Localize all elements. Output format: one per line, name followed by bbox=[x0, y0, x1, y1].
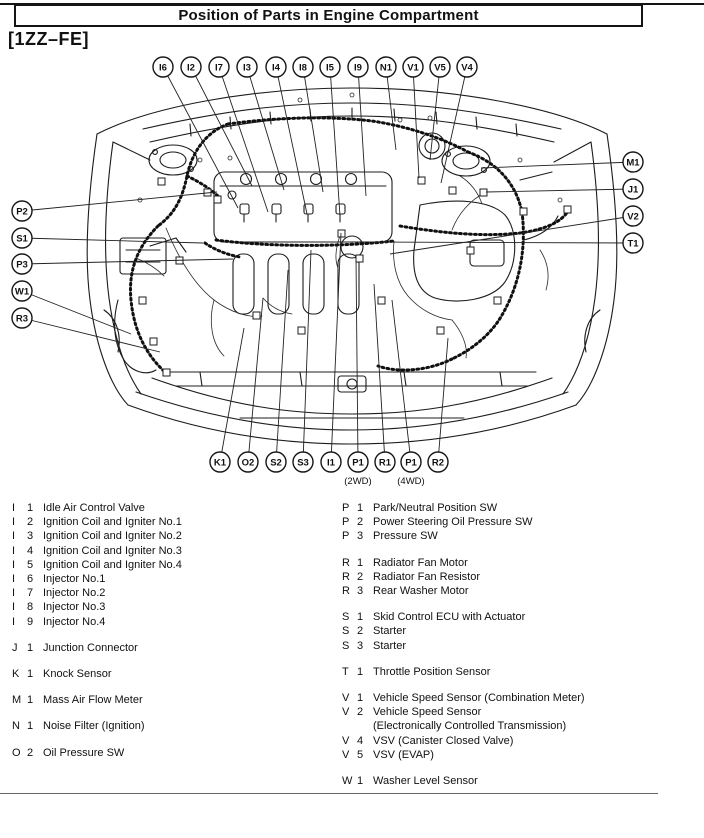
svg-text:R3: R3 bbox=[15, 313, 29, 325]
svg-text:P2: P2 bbox=[16, 206, 28, 218]
legend-entry-r3: R 3 Rear Washer Motor bbox=[342, 585, 469, 598]
svg-text:I8: I8 bbox=[299, 62, 307, 74]
svg-text:I3: I3 bbox=[243, 62, 251, 74]
callout-i5 bbox=[320, 57, 340, 216]
svg-text:N1: N1 bbox=[379, 62, 393, 74]
legend-entry-v5: V 5 VSV (EVAP) bbox=[342, 748, 434, 761]
legend-entry-i1: I 1 Idle Air Control Valve bbox=[12, 502, 145, 514]
legend-entry-p1: P 1 Park/Neutral Position SW bbox=[342, 502, 498, 514]
svg-text:R2: R2 bbox=[431, 457, 445, 469]
callout-s2 bbox=[266, 270, 288, 472]
harness-connectors bbox=[139, 177, 571, 376]
callout-m1 bbox=[481, 152, 643, 172]
callout-o2 bbox=[238, 298, 263, 472]
callout-w1 bbox=[12, 281, 131, 334]
svg-text:I2: I2 bbox=[187, 62, 195, 74]
callout-i4 bbox=[266, 57, 307, 214]
svg-text:I1: I1 bbox=[327, 457, 335, 469]
cowl-panel bbox=[143, 103, 561, 142]
legend-entry-p3: P 3 Pressure SW bbox=[342, 530, 438, 543]
callout-p2 bbox=[12, 192, 217, 221]
svg-text:S3: S3 bbox=[297, 457, 309, 469]
radiator-support bbox=[168, 372, 536, 418]
svg-text:V5: V5 bbox=[434, 62, 446, 74]
legend-entry-i2: I 2 Ignition Coil and Igniter No.1 bbox=[12, 516, 182, 529]
legend-entry-i5: I 5 Ignition Coil and Igniter No.4 bbox=[12, 558, 182, 571]
svg-text:(2WD): (2WD) bbox=[344, 476, 372, 487]
svg-text:I5: I5 bbox=[326, 62, 334, 74]
legend-entry-s1: S 1 Skid Control ECU with Actuator bbox=[342, 611, 526, 624]
callout-i7 bbox=[209, 57, 268, 212]
left-side-components bbox=[115, 238, 186, 373]
svg-text:I7: I7 bbox=[215, 62, 223, 74]
legend-entry-w1: W 1 Washer Level Sensor bbox=[342, 775, 478, 788]
page-bottom-rule bbox=[0, 793, 658, 794]
right-side-components bbox=[414, 133, 558, 301]
legend-entry-v2: V 2 Vehicle Speed Sensor (Electronically Controlled Transmission) bbox=[342, 706, 567, 733]
legend-entry-p2: P 2 Power Steering Oil Pressure SW bbox=[342, 516, 533, 529]
svg-text:O2: O2 bbox=[241, 457, 255, 469]
legend-entry-v4: V 4 VSV (Canister Closed Valve) bbox=[342, 734, 514, 747]
legend-entry-i8: I 8 Injector No.3 bbox=[12, 601, 106, 614]
callout-i9 bbox=[348, 57, 368, 196]
wiring-detail bbox=[136, 93, 562, 358]
callout-p3 bbox=[12, 254, 233, 274]
svg-text:P3: P3 bbox=[16, 259, 28, 271]
page-title: Position of Parts in Engine Compartment bbox=[178, 7, 479, 24]
legend-entry-n1: N 1 Noise Filter (Ignition) bbox=[12, 720, 145, 733]
svg-text:S2: S2 bbox=[270, 457, 282, 469]
legend-entry-m1: M 1 Mass Air Flow Meter bbox=[12, 694, 143, 707]
svg-text:V2: V2 bbox=[627, 211, 639, 223]
svg-text:W1: W1 bbox=[14, 286, 30, 298]
engine-code-label: [1ZZ–FE] bbox=[8, 29, 90, 49]
svg-text:K1: K1 bbox=[213, 457, 227, 469]
svg-text:I4: I4 bbox=[272, 62, 280, 74]
car-body-outline bbox=[87, 88, 617, 444]
legend-entry-i3: I 3 Ignition Coil and Igniter No.2 bbox=[12, 530, 182, 543]
svg-text:T1: T1 bbox=[627, 238, 639, 250]
legend-entry-v1: V 1 Vehicle Speed Sensor (Combination Meter) bbox=[342, 692, 585, 705]
svg-text:V1: V1 bbox=[407, 62, 419, 74]
svg-text:R1: R1 bbox=[378, 457, 392, 469]
svg-text:P1: P1 bbox=[352, 457, 364, 469]
svg-text:I9: I9 bbox=[354, 62, 362, 74]
svg-text:(4WD): (4WD) bbox=[397, 476, 425, 487]
callout-p1-4wd bbox=[392, 300, 425, 487]
legend-entry-s3: S 3 Starter bbox=[342, 639, 407, 652]
legend-entry-j1: J 1 Junction Connector bbox=[12, 641, 138, 654]
legend-column-left bbox=[12, 501, 332, 760]
svg-text:V4: V4 bbox=[461, 62, 473, 74]
callout-r2 bbox=[428, 338, 448, 472]
svg-text:I6: I6 bbox=[159, 62, 167, 74]
svg-text:M1: M1 bbox=[626, 157, 640, 169]
legend-entry-i6: I 6 Injector No.1 bbox=[12, 573, 106, 586]
legend-entry-o2: O 2 Oil Pressure SW bbox=[12, 746, 125, 759]
svg-text:J1: J1 bbox=[627, 184, 639, 196]
legend-entry-i9: I 9 Injector No.4 bbox=[12, 615, 106, 628]
callout-v4 bbox=[441, 57, 477, 183]
legend-column-right bbox=[342, 501, 697, 788]
legend-entry-t1: T 1 Throttle Position Sensor bbox=[342, 665, 491, 678]
svg-text:P1: P1 bbox=[405, 457, 417, 469]
legend-entry-i4: I 4 Ignition Coil and Igniter No.3 bbox=[12, 544, 182, 557]
legend-entry-r2: R 2 Radiator Fan Resistor bbox=[342, 570, 480, 583]
legend-entry-k1: K 1 Knock Sensor bbox=[12, 668, 112, 681]
legend-entry-s2: S 2 Starter bbox=[342, 625, 407, 638]
svg-text:S1: S1 bbox=[16, 233, 28, 245]
legend-entry-r1: R 1 Radiator Fan Motor bbox=[342, 556, 468, 569]
legend-entry-i7: I 7 Injector No.2 bbox=[12, 587, 106, 600]
